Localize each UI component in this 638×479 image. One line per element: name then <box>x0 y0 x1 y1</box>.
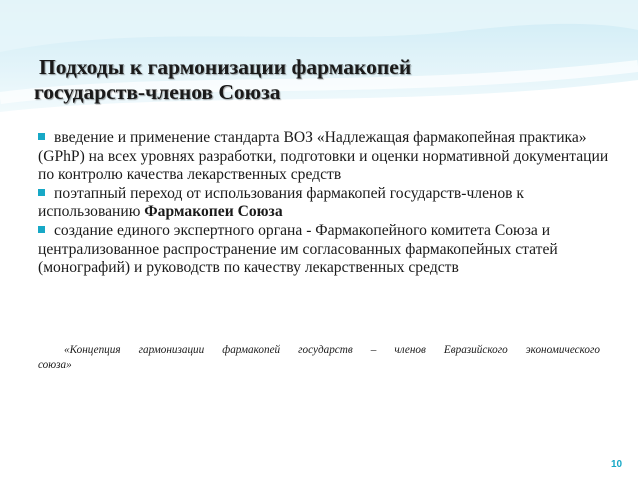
square-bullet-icon <box>38 189 45 196</box>
bullet-item <box>38 185 618 222</box>
square-bullet-icon <box>38 226 45 233</box>
bullet-text: введение и применение стандарта ВОЗ «Надлежащая фармакопейная практика» (GPhP) на всех уровнях разработки, подготовки и оценки нормативной документации по контролю качества лекарственных средств <box>38 129 609 184</box>
bullet-text: создание единого экспертного органа - Фармакопейного комитета Союза и централизованное распространение им согласованных фармакопейных статей (монографий) и руководств по качеству лекарственных средств <box>38 221 558 277</box>
page-number: 10 <box>611 459 623 470</box>
source-citation: «Концепция гармонизации фармакопей государств – членов Евразийского экономического союза» <box>38 344 600 371</box>
bullet-emphasis: Фармакопеи Союза <box>144 203 283 221</box>
slide-title-line-2: государств-членов Союза <box>34 80 281 104</box>
bullet-item <box>38 222 618 278</box>
bullet-text: поэтапный переход от использования фармакопей государств-членов к использованию <box>38 184 524 221</box>
slide-title <box>34 55 624 105</box>
square-bullet-icon <box>38 133 45 140</box>
bullet-list <box>38 129 618 278</box>
bullet-item <box>38 129 618 185</box>
slide-title-line-1: Подходы к гармонизации фармакопей <box>39 55 412 79</box>
